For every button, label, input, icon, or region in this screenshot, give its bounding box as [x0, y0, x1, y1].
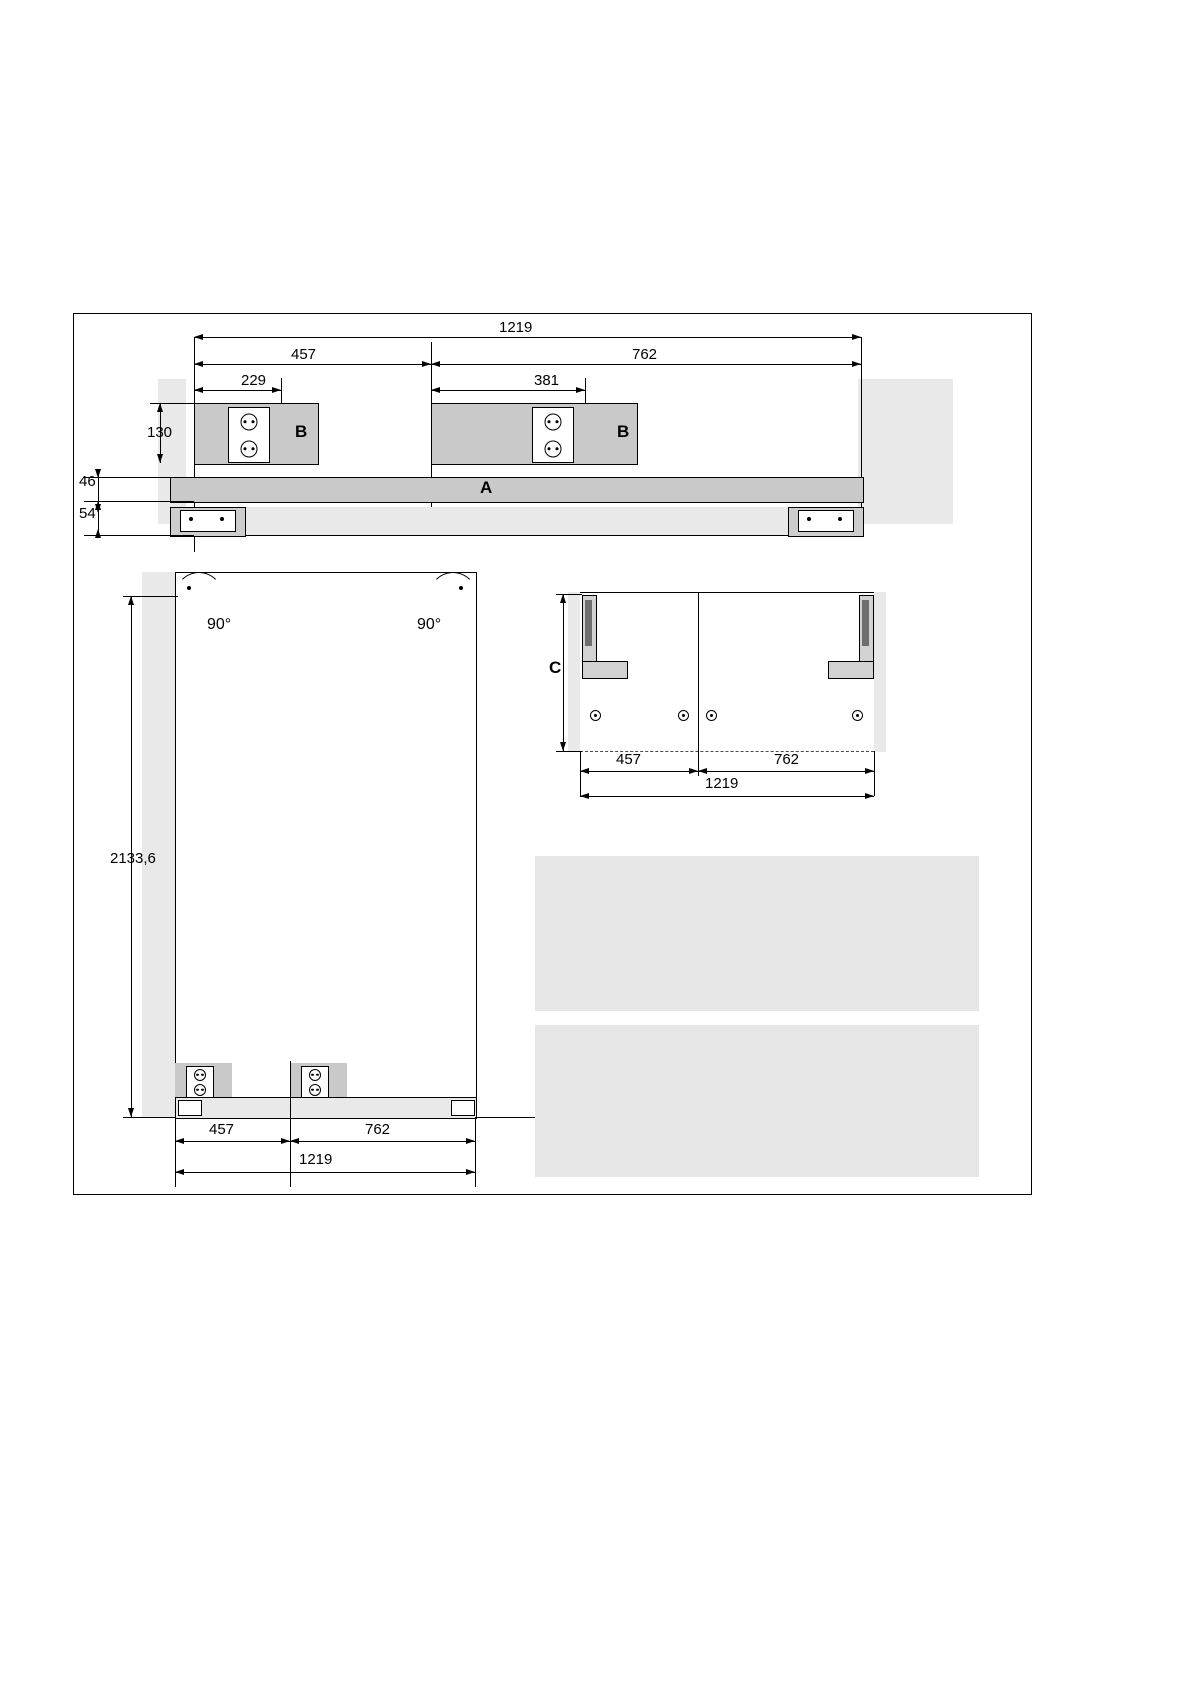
callout-b-left: B	[295, 422, 308, 441]
dim-sec-1219-arrow-right	[865, 793, 874, 799]
dim-front-457-label: 457	[209, 1121, 235, 1138]
dim-130-arrow-down	[157, 454, 163, 463]
dim-229-arrow-right	[272, 387, 281, 393]
panel-a	[170, 477, 864, 503]
hinge-left-bracket	[582, 661, 628, 679]
dim-front-ext-mid	[290, 1061, 291, 1187]
socket-right-outlet-top	[545, 413, 562, 430]
front-socket-left-outlet-top	[194, 1069, 206, 1081]
dim-1219-top-label: 1219	[499, 319, 533, 336]
front-base-rail	[175, 1097, 477, 1119]
dim-381-line	[431, 390, 585, 391]
dim-sec-1219-line	[580, 796, 874, 797]
angle-left-dot	[187, 586, 191, 590]
angle-arc-right	[429, 572, 477, 620]
dim-front-1219-label: 1219	[299, 1151, 333, 1168]
dim-front-1219-arrow-right	[466, 1169, 475, 1175]
note-block-lower	[535, 1025, 979, 1177]
drawing-sheet	[73, 313, 1032, 1195]
dim-54-label: 54	[79, 505, 96, 522]
dim-front-ext-right	[475, 1117, 476, 1187]
callout-b-right: B	[617, 422, 630, 441]
dim-2133-arrow-down	[128, 1108, 134, 1117]
dim-front-457-line	[175, 1141, 290, 1142]
dim-sec-ext-right	[874, 751, 875, 796]
socket-left-outlet-bottom	[241, 440, 258, 457]
dim-1219-top-line	[194, 337, 861, 338]
dim-229-arrow-left	[194, 387, 203, 393]
dim-front-1219-arrow-left	[175, 1169, 184, 1175]
dim-46-ext-bot	[84, 501, 194, 502]
dim-457-top-label: 457	[291, 346, 317, 363]
callout-c: C	[549, 658, 562, 677]
dim-front-ext-left	[175, 1117, 176, 1187]
dim-2133-label: 2133,6	[110, 850, 156, 867]
section-fix-mid-right	[706, 710, 717, 721]
dim-front-762-arrow-right	[466, 1138, 475, 1144]
hinge-right-bracket	[828, 661, 874, 679]
dim-front-1219-line	[175, 1172, 475, 1173]
leveller-right-dot-b	[838, 517, 842, 521]
front-socket-right	[301, 1066, 329, 1098]
dim-130-ext-top	[150, 403, 195, 404]
dim-762-top-arrow-right	[852, 361, 861, 367]
section-divider	[698, 592, 699, 752]
socket-right	[532, 407, 574, 463]
angle-right-label: 90°	[417, 616, 442, 633]
dim-sec-457-label: 457	[616, 751, 642, 768]
dim-sec-ext-left	[580, 751, 581, 796]
leveller-right-dot-a	[807, 517, 811, 521]
section-fix-mid-left	[678, 710, 689, 721]
dim-sec-457-arrow-right	[689, 768, 698, 774]
dim-762-top-label: 762	[632, 346, 658, 363]
angle-left-label: 90°	[207, 616, 232, 633]
angle-right-dot	[459, 586, 463, 590]
dim-front-762-label: 762	[365, 1121, 391, 1138]
leveller-left-dot-b	[220, 517, 224, 521]
section-fix-left	[590, 710, 601, 721]
front-socket-right-outlet-bottom	[309, 1084, 321, 1096]
dim-sec-457-line	[580, 771, 698, 772]
dim-762-top-line	[431, 364, 861, 365]
leveller-left	[180, 510, 236, 532]
dim-sec-762-arrow-left	[698, 768, 707, 774]
dim-54-ext-bot	[84, 535, 194, 536]
dim-457-top-arrow-left	[194, 361, 203, 367]
dim-229-label: 229	[241, 372, 267, 389]
dim-sec-762-line	[698, 771, 874, 772]
dim-46-label: 46	[79, 473, 96, 490]
dim-381-arrow-left	[431, 387, 440, 393]
dim-sec-762-arrow-right	[865, 768, 874, 774]
dim-sec-1219-arrow-left	[580, 793, 589, 799]
front-cabinet-body	[175, 572, 477, 1118]
angle-arc-left	[175, 572, 223, 620]
front-leveller-right	[451, 1100, 475, 1116]
dim-130-arrow-up	[157, 403, 163, 412]
dim-381-arrow-right	[576, 387, 585, 393]
dim-381-label: 381	[534, 372, 560, 389]
front-leveller-left	[178, 1100, 202, 1116]
dim-sec-762-label: 762	[774, 751, 800, 768]
dim-130-label: 130	[147, 424, 173, 441]
base-rail	[170, 507, 862, 536]
dim-front-762-arrow-left	[290, 1138, 299, 1144]
dim-54-arrow-bottom	[95, 529, 101, 538]
section-shade-right	[874, 592, 886, 752]
front-wall-shade-left	[142, 572, 175, 1117]
front-socket-left-outlet-bottom	[194, 1084, 206, 1096]
dim-1219-top-arrow-right	[852, 334, 861, 340]
dim-front-457-arrow-left	[175, 1138, 184, 1144]
dim-46-ext-top	[84, 477, 194, 478]
socket-right-outlet-bottom	[545, 440, 562, 457]
dim-229-line	[194, 390, 281, 391]
dim-front-762-line	[290, 1141, 475, 1142]
dim-762-top-arrow-left	[431, 361, 440, 367]
socket-left	[228, 407, 270, 463]
dim-c-arrow-up	[560, 594, 566, 603]
socket-left-outlet-top	[241, 413, 258, 430]
section-fix-right	[852, 710, 863, 721]
callout-a: A	[480, 478, 493, 497]
leveller-right	[798, 510, 854, 532]
leveller-left-dot-a	[189, 517, 193, 521]
wall-right-shade	[858, 379, 953, 524]
hinge-right-arm	[862, 600, 869, 646]
front-socket-left	[186, 1066, 214, 1098]
dim-c-ext-top	[556, 594, 582, 595]
dim-c-arrow-down	[560, 742, 566, 751]
note-block-upper	[535, 856, 979, 1011]
dim-c-ext-bot	[556, 751, 582, 752]
hinge-left-arm	[585, 600, 592, 646]
dim-1219-top-arrow-left	[194, 334, 203, 340]
dim-front-457-arrow-right	[281, 1138, 290, 1144]
dim-sec-457-arrow-left	[580, 768, 589, 774]
dim-457-top-line	[194, 364, 431, 365]
section-shade-left	[568, 592, 580, 752]
dim-sec-1219-label: 1219	[705, 775, 739, 792]
front-socket-right-outlet-top	[309, 1069, 321, 1081]
dim-c-line	[563, 594, 564, 751]
dim-2133-arrow-up	[128, 596, 134, 605]
dim-457-top-arrow-right	[422, 361, 431, 367]
dim-2133-ext-top	[123, 596, 178, 597]
